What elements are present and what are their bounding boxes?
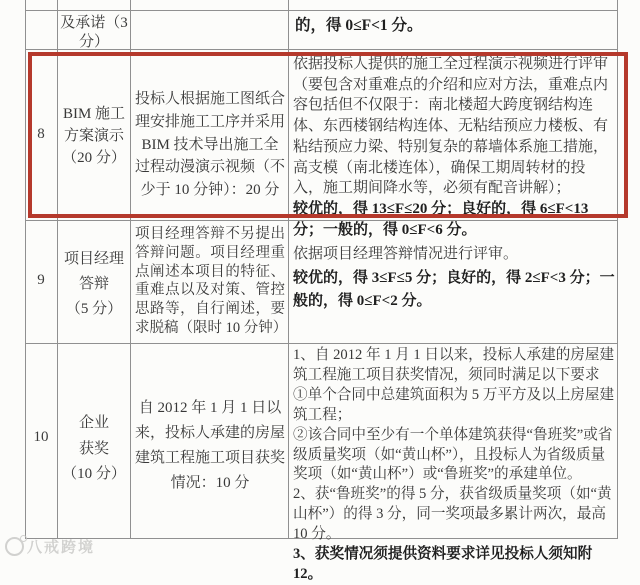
row-9-name-line: （5 分） xyxy=(65,301,123,317)
table-border-row10-top xyxy=(25,343,618,344)
row-10-number: 10 xyxy=(33,429,49,445)
row-8-name-line: BIM 施工 xyxy=(62,106,126,122)
watermark-text: 八戒跨境 xyxy=(27,539,96,556)
row-10-criteria-cell xyxy=(293,346,615,585)
row-10-name-line: 获奖 xyxy=(78,440,109,457)
row-8-description-cell: 投标人根据施工图纸合理安排施工工序并采用 BIM 技术导出施工全过程动漫演示视频（不少于 10 分钟）：20 分 xyxy=(134,91,285,199)
row-9-name-line: 答辩 xyxy=(78,276,109,292)
row-9-criteria-text: 依据项目经理答辩情况进行评审。 xyxy=(293,246,519,262)
row-9-number: 9 xyxy=(37,272,45,288)
highlight-box-row-8 xyxy=(28,52,628,218)
row-9-name-line: 项目经理 xyxy=(63,251,124,267)
table-border-left xyxy=(25,0,26,538)
row-9-criteria-scores: 较优的，得 3≤F≤5 分；良好的，得 2≤F<3 分；一般的，得 0≤F<2 分。 xyxy=(293,269,615,309)
row-10-criteria-item-3: 3、获奖情况须提供资料要求详见投标人须知附 12。 xyxy=(293,546,593,582)
row-10-description-cell: 自 2012 年 1 月 1 日以来，投标人承建的房屋建筑工程施工项目获奖情况：10 分 xyxy=(134,400,285,491)
row-top-name-line: 分） xyxy=(78,34,109,50)
row-10-criteria-item-2: 2、获“鲁班奖”的得 5 分，获省级质量奖项（如“黄山杯”）的得 3 分，同一奖项最多累计两次，最高 10 分。 xyxy=(293,486,612,543)
row-8-name-line: （20 分） xyxy=(62,150,126,166)
row-10-name-line: （10 分） xyxy=(62,466,126,482)
row-10-criteria-item-1: 1、自 2012 年 1 月 1 日以来，投标人承建的房屋建筑工程施工项目获奖情况，须同时满足以下要求 xyxy=(293,347,615,383)
row-10-name-line: 企业 xyxy=(78,415,109,431)
row-9-name-cell xyxy=(58,247,130,322)
row-10-criteria-item-circle1: ①单个合同中总建筑面积为 5 万平方及以上房屋建筑工程； xyxy=(293,386,615,423)
row-9-criteria-cell xyxy=(293,243,615,314)
table-border-top xyxy=(25,10,618,11)
row-top-name-line: 及承诺（3 xyxy=(60,15,128,31)
row-8-criteria-scores: 较优的，得 13≤F≤20 分；良好的，得 6≤F<13 分；一般的，得 0≤F<6 分。 xyxy=(293,200,589,238)
row-8-name-line: 方案演示 xyxy=(63,128,124,144)
row-8-criteria-text: 依据投标人提供的施工全过程演示视频进行评审（要包含对重难点的介绍和应对方法，重难点内容包括但不仅限于：南北楼超大跨度钢结构连体、东西楼钢结构连体、无粘结预应力楼板、有粘结预应力梁、特别复杂的幕墙体系施工措施，高支模（南北楼连体），确保工期周转材的投入，施工期间降水等，必须有配音讲解）； xyxy=(293,56,609,197)
watermark-logo-icon xyxy=(5,537,24,556)
row-top-name-cell xyxy=(58,14,130,52)
row-10-name-cell xyxy=(58,411,130,488)
watermark xyxy=(5,536,95,557)
row-8-number: 8 xyxy=(37,126,45,142)
row-10-criteria-item-circle2: ②该合同中至少有一个单体建筑获得“鲁班奖”或省级质量奖项（如“黄山杯”），且投标人为省级质量奖项（如“黄山杯”）或“鲁班奖”的承建单位。 xyxy=(293,426,613,483)
row-top-score-cell: 的，得 0≤F<1 分。 xyxy=(295,17,423,34)
row-9-description-cell: 项目经理答辩不另提出答辩问题。项目经理重点阐述本项目的特征、重难点以及对策、管控思路等，自行阐述，要求脱稿（限时 10 分钟） xyxy=(135,226,288,336)
